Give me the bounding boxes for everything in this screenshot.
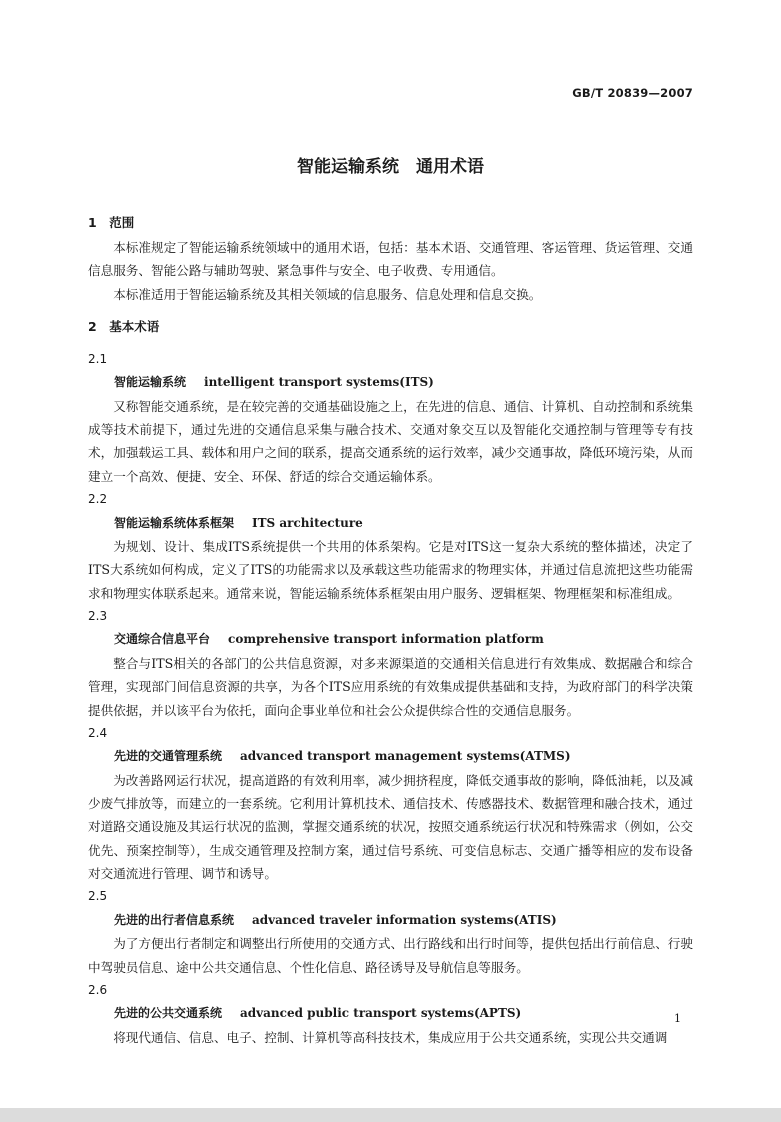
- term-entry: [88, 605, 693, 722]
- term-heading: [88, 512, 693, 536]
- term-number: 2.5: [88, 889, 108, 904]
- term-zh: 智能运输系统: [114, 375, 187, 390]
- term-definition: 为了方便出行者制定和调整出行所使用的交通方式、出行路线和出行时间等，提供包括出行前信息、行驶中驾驶员信息、途中公共交通信息、个性化信息、路径诱导及导航信息等服务。: [88, 936, 693, 975]
- term-heading: [88, 745, 693, 769]
- term-number: 2.4: [88, 725, 108, 740]
- term-entry: [88, 348, 693, 488]
- term-number: 2.1: [88, 351, 108, 366]
- viewer-bottom-edge: [0, 1108, 781, 1122]
- term-zh: 智能运输系统体系框架: [114, 515, 235, 530]
- term-entry: [88, 488, 693, 605]
- term-zh: 先进的出行者信息系统: [114, 912, 235, 927]
- term-heading: [88, 628, 693, 652]
- term-zh: 交通综合信息平台: [114, 632, 211, 647]
- term-zh: 先进的交通管理系统: [114, 749, 223, 764]
- term-number: 2.2: [88, 492, 108, 507]
- term-heading: [88, 371, 693, 395]
- term-heading: [88, 909, 693, 933]
- document-body: [88, 210, 693, 1049]
- term-en: ITS architecture: [252, 515, 363, 530]
- term-definition: 又称智能交通系统，是在较完善的交通基础设施之上，在先进的信息、通信、计算机、自动控制和系统集成等技术前提下，通过先进的交通信息采集与融合技术、交通对象交互以及智能化交通控制与管理等专有技术，加强载运工具、载体和用户之间的联系，提高交通系统的运行效率，减少交通事故，降低环境污染，从而建立一个高效、便捷、安全、环保、舒适的综合交通运输体系。: [88, 398, 693, 484]
- term-heading: [88, 1002, 693, 1026]
- document-title: 智能运输系统 通用术语: [297, 157, 484, 177]
- scope-paragraph-1: 本标准规定了智能运输系统领域中的通用术语，包括：基本术语、交通管理、客运管理、货运管理、交通信息服务、智能公路与辅助驾驶、紧急事件与安全、电子收费、专用通信。: [88, 240, 693, 279]
- term-definition: 整合与ITS相关的各部门的公共信息资源，对多来源渠道的交通相关信息进行有效集成、数据融合和综合管理，实现部门间信息资源的共享，为各个ITS应用系统的有效集成提供基础和支持，为政府部门的科学决策提供依据，并以该平台为依托，面向企事业单位和社会公众提供综合性的交通信息服务。: [88, 655, 693, 718]
- term-definition: 将现代通信、信息、电子、控制、计算机等高科技技术，集成应用于公共交通系统，实现公共交通调: [113, 1029, 668, 1045]
- section-heading-basic-terms: 2 基本术语: [88, 318, 160, 334]
- term-entry: [88, 722, 693, 885]
- scope-paragraph-2: 本标准适用于智能运输系统及其相关领域的信息服务、信息处理和信息交换。: [113, 286, 542, 302]
- term-number: 2.3: [88, 608, 108, 623]
- term-number: 2.6: [88, 982, 108, 997]
- term-en: comprehensive transport information platform: [228, 632, 544, 647]
- term-definition: 为改善路网运行状况，提高道路的有效利用率，减少拥挤程度，降低交通事故的影响，降低油耗，以及减少废气排放等，而建立的一套系统。它利用计算机技术、通信技术、传感器技术、数据管理和融合技术，通过对道路交通设施及其运行状况的监测，掌握交通系统的状况，按照交通系统运行状况和特殊需求（例如，公交优先、预案控制等），生成交通管理及控制方案，通过信号系统、可变信息标志、交通广播等相应的发布设备对交通流进行管理、调节和诱导。: [88, 772, 693, 882]
- term-en: advanced transport management systems(ATMS): [240, 749, 571, 764]
- term-en: advanced public transport systems(APTS): [240, 1006, 522, 1021]
- term-en: intelligent transport systems(ITS): [204, 375, 434, 390]
- term-entry: [88, 979, 693, 1049]
- term-en: advanced traveler information systems(ATIS): [252, 912, 557, 927]
- section-heading-scope: 1 范围: [88, 215, 135, 230]
- standard-code: GB/T 20839—2007: [572, 86, 693, 100]
- page-number: 1: [674, 1012, 681, 1025]
- term-definition: 为规划、设计、集成ITS系统提供一个共用的体系架构。它是对ITS这一复杂大系统的整体描述，决定了ITS大系统如何构成，定义了ITS的功能需求以及承载这些功能需求的物理实体，并通过信息流把这些功能需求和物理实体联系起来。通常来说，智能运输系统体系框架由用户服务、逻辑框架、物理框架和标准组成。: [88, 539, 693, 601]
- term-zh: 先进的公共交通系统: [114, 1006, 223, 1021]
- term-entry: [88, 885, 693, 979]
